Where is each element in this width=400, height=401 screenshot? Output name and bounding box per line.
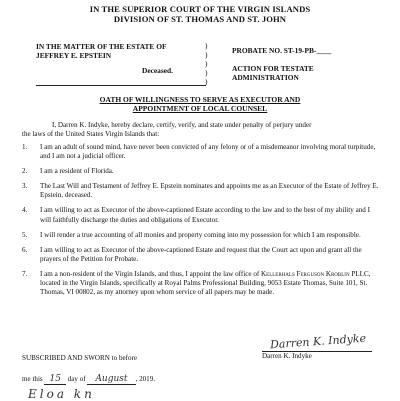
caption-rule — [36, 85, 206, 86]
list-item — [22, 206, 382, 224]
list-item — [22, 270, 382, 298]
item-text: I am willing to act as Executor of the above-captioned Estate and request that the Court act upon and grant all the prayers of the Petition for Probate. — [40, 245, 362, 263]
law-firm-name: Kellerhals Ferguson Kroblin — [261, 269, 350, 278]
oath-title-1: OATH OF WILLINGNESS TO SERVE AS EXECUTOR AND — [99, 95, 301, 104]
caption-deceased: Deceased. — [142, 66, 173, 75]
item-text-after: PLLC, located in the Virgin Islands, specifically at Royal Palms Professional Building, 9053 Estate Thomas, Suite 101, St. Thomas, VI 00802, as my attorney upon whom service of all papers may be made. — [40, 269, 371, 297]
list-item — [22, 246, 382, 264]
list-item — [22, 167, 382, 176]
signature-handwriting: Darren K. Indyke — [269, 331, 367, 352]
year-label: , 2019. — [135, 375, 156, 383]
subscribed-line: SUBSCRIBED AND SWORN to before — [22, 354, 138, 362]
caption-paren: ) — [205, 68, 208, 77]
list-item — [22, 231, 382, 240]
list-item — [22, 143, 382, 161]
month-value: August — [87, 374, 135, 385]
item-number: 3. — [22, 182, 28, 191]
action-line-2: ADMINISTRATION — [232, 73, 299, 82]
intro-line-1: I, Darren K. Indyke, hereby declare, certify, verify, and state under penalty of perjury under — [52, 121, 312, 129]
caption-paren: ) — [205, 59, 208, 68]
oath-title-2: APPOINTMENT OF LOCAL COUNSEL — [132, 104, 268, 113]
probate-number: PROBATE NO. ST-19-PB-____ — [232, 46, 332, 55]
item-text: I will render a true accounting of all monies and property coming into my possession for which I am responsible. — [40, 230, 361, 239]
list-item — [22, 182, 382, 200]
day-value: 15 — [44, 374, 65, 385]
me-this-label: me this — [22, 375, 43, 383]
court-line-1: IN THE SUPERIOR COURT OF THE VIRGIN ISLANDS — [89, 4, 311, 14]
declaration-list — [22, 143, 382, 303]
court-line-2: DIVISION OF ST. THOMAS AND ST. JOHN — [113, 14, 287, 24]
item-number: 2. — [22, 167, 28, 176]
intro-line-2: the laws of the United States Virgin Islands that: — [22, 130, 160, 138]
item-number: 6. — [22, 245, 28, 254]
item-number: 5. — [22, 230, 28, 239]
item-text-before: I am a non-resident of the Virgin Islands, and thus, I appoint the law office of — [40, 269, 262, 278]
item-number: 7. — [22, 269, 28, 278]
item-number: 1. — [22, 143, 28, 151]
caption-paren: ) — [205, 77, 208, 86]
caption-paren: ) — [205, 50, 208, 59]
item-text: I am an adult of sound mind, have never been convicted of any felony or of a misdemeanor involving moral turpitude, and I am not a judicial officer. — [40, 143, 376, 161]
caption-left-1: IN THE MATTER OF THE ESTATE OF — [36, 42, 167, 51]
day-of-label: day of — [67, 375, 86, 383]
caption-paren: ) — [205, 41, 208, 50]
item-number: 4. — [22, 206, 28, 215]
item-text: The Last Will and Testament of Jeffrey E. Epstein nominates and appoints me as an Executor of the Estate of Jeffrey E. Epstein, deceased. — [40, 182, 379, 200]
sworn-date-line — [22, 375, 262, 384]
notary-signature: Eloa kn — [28, 387, 95, 401]
item-text: I am willing to act as Executor of the above-captioned Estate according to the law and to the best of my ability and I will faithfully discharge the duties and obligations of Executor. — [40, 206, 370, 224]
item-text: I am a resident of Florida. — [40, 167, 114, 176]
action-line-1: ACTION FOR TESTATE — [232, 64, 314, 73]
caption-left-2: JEFFREY E. EPSTEIN — [36, 51, 112, 60]
signer-printed-name: Darren K. Indyke — [262, 352, 312, 360]
